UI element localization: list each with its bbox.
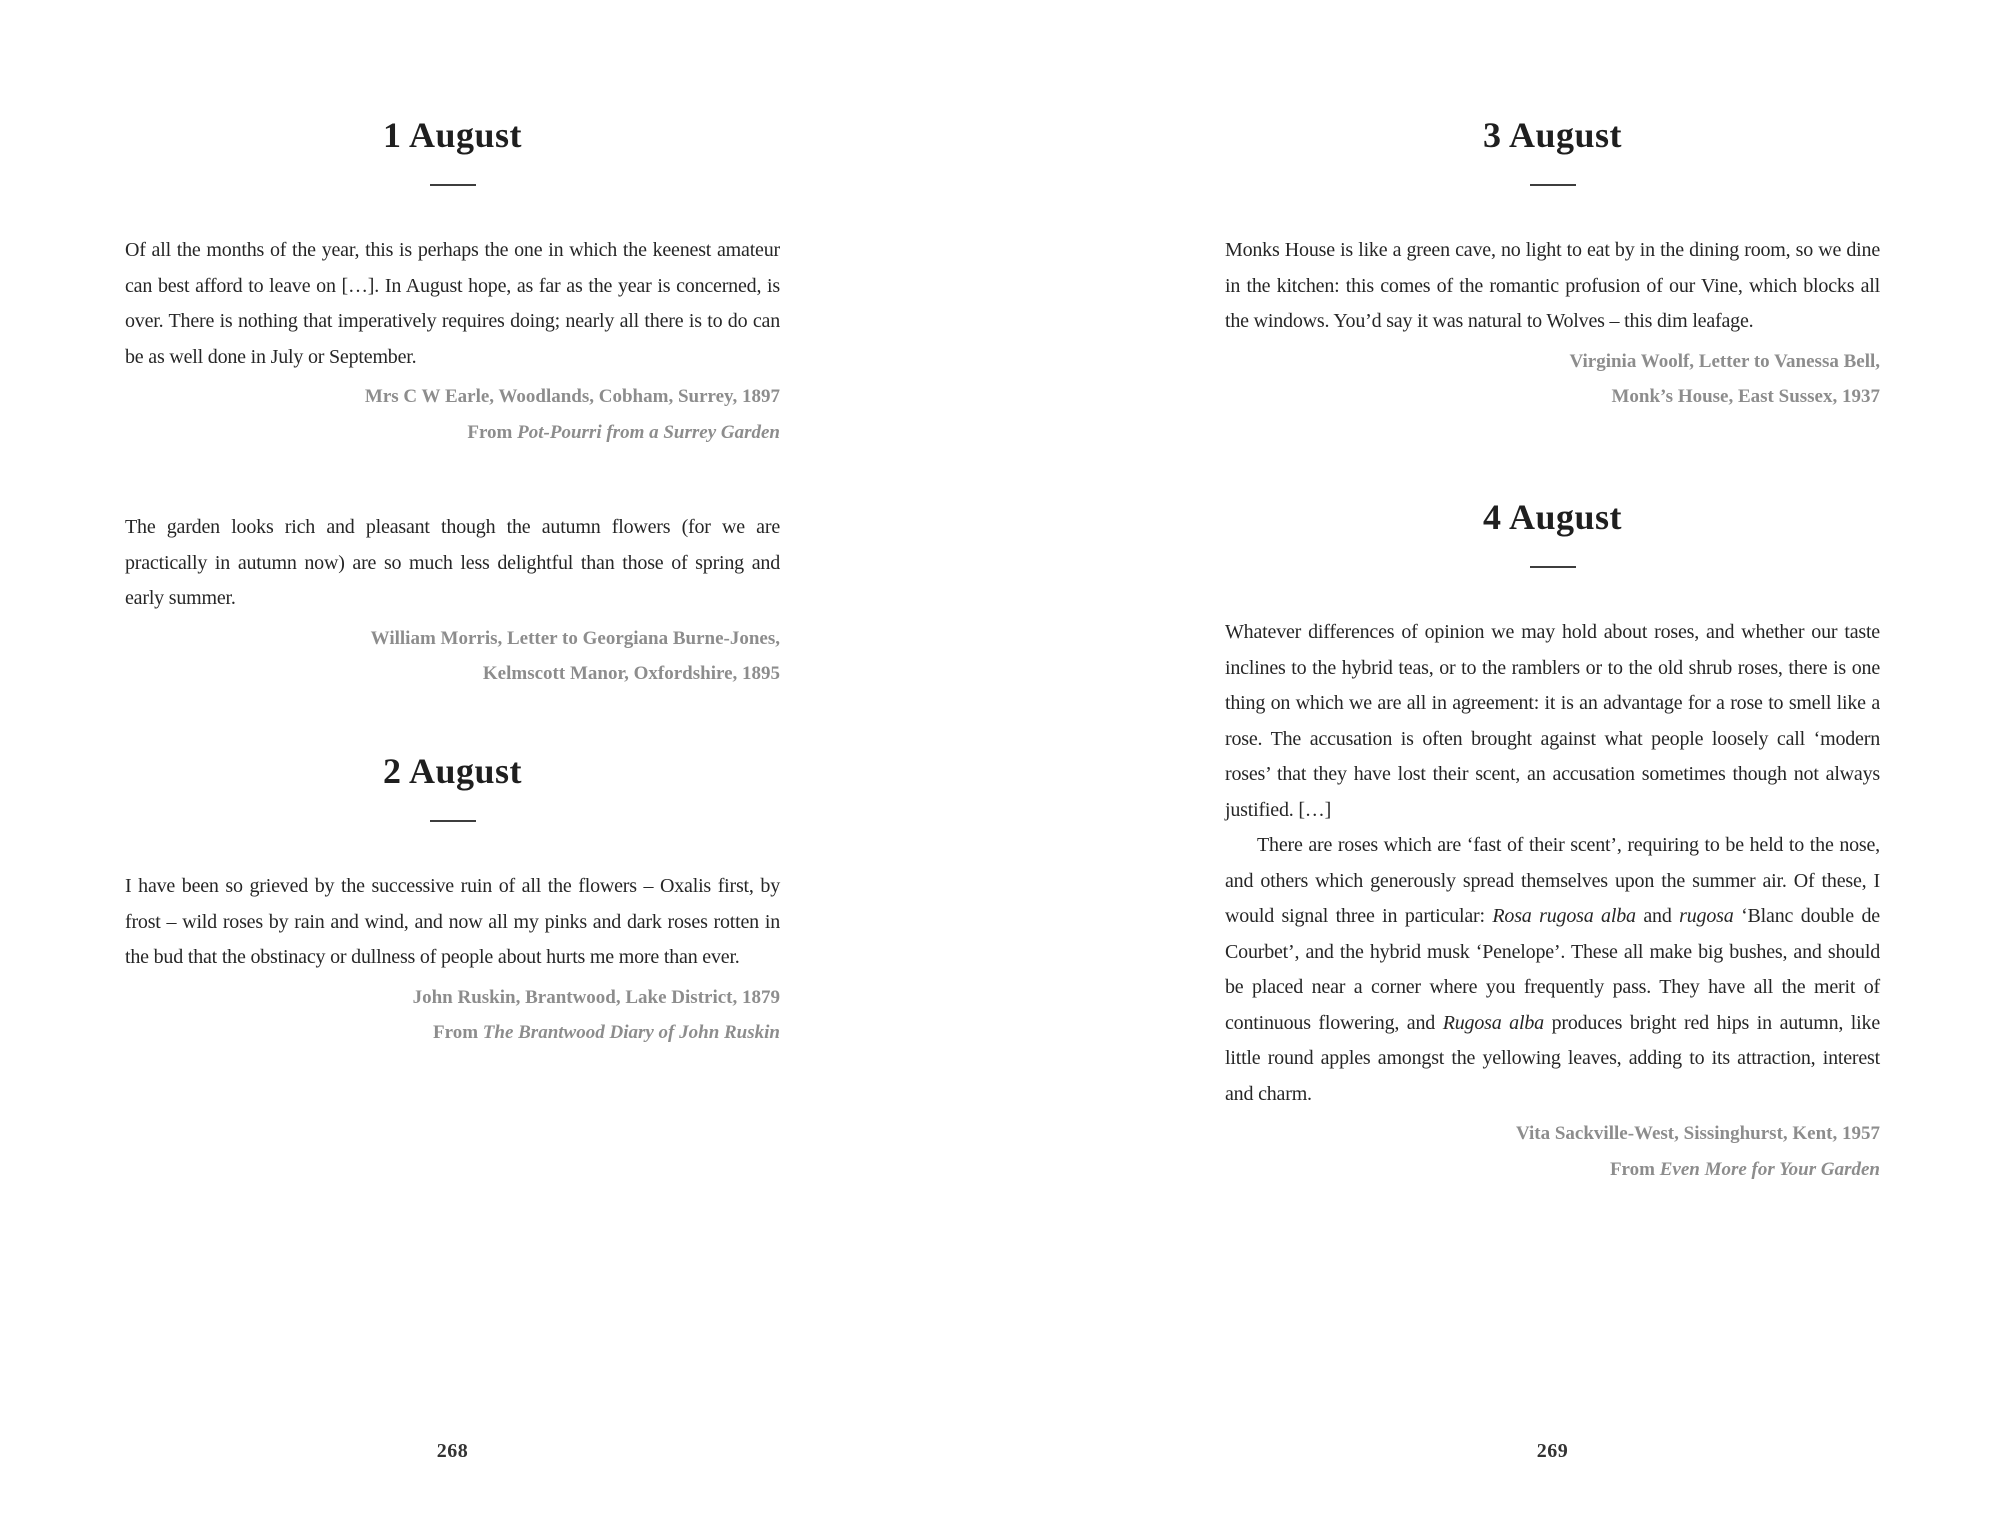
quote-attribution: [1225, 1116, 1880, 1187]
quote-segment-latin-name: Rugosa alba: [1442, 1011, 1544, 1034]
attribution-place-line: Monk’s House, East Sussex, 1937: [1611, 386, 1880, 407]
attribution-author-line: Mrs C W Earle, Woodlands, Cobham, Surrey, 1897: [364, 386, 780, 407]
attribution-source-title: The Brantwood Diary of John Ruskin: [482, 1022, 780, 1043]
heading-divider-rule: [1530, 566, 1576, 568]
quote-segment: ‘Blanc double de Courbet’, and the hybrid musk ‘Penelope’. These all make big bushes, and should be placed near a corner where you frequently pass. They have all the merit of continuous flowering, and: [1225, 905, 1880, 1034]
quote-paragraph: [1225, 828, 1880, 1112]
heading-divider-rule: [1530, 184, 1576, 186]
quote-attribution: [125, 379, 780, 450]
quote-paragraph: Monks House is like a green cave, no light to eat by in the dining room, so we dine in the kitchen: this comes of the romantic profusion of our Vine, which blocks all the windows. You’d say it was natural to Wolves – this dim leafage.: [1225, 239, 1880, 332]
attribution-source-line: [1225, 1152, 1880, 1188]
attribution-source-line: [125, 415, 780, 451]
entry-2-august: [125, 748, 780, 1051]
attribution-source-line: [125, 1015, 780, 1051]
attribution-from-label: From: [467, 421, 513, 443]
page-right: [1000, 0, 2000, 1539]
entry-heading-2-august: 2 August: [382, 751, 523, 791]
attribution-author-line: John Ruskin, Brantwood, Lake District, 1879: [412, 986, 780, 1008]
quote-attribution: [125, 621, 780, 692]
page-number-right: 269: [1536, 1440, 1569, 1462]
heading-divider-rule: [430, 184, 476, 186]
quote-paragraph: Of all the months of the year, this is perhaps the one in which the keenest amateur can best afford to leave on […]. In August hope, as far as the year is concerned, is over. There is nothing that imperatively requires doing; nearly all there is to do can be as well done in July or September.: [125, 239, 780, 368]
entry-4-august: [1225, 494, 1880, 1187]
quote-paragraph: I have been so grieved by the successive ruin of all the flowers – Oxalis first, by frost – wild roses by rain and wind, and now all my pinks and dark roses rotten in the bud that the obstinacy or dullness of people about hurts me more than ever.: [125, 875, 780, 968]
quote-paragraph: Whatever differences of opinion we may hold about roses, and whether our taste inclines to the hybrid teas, or to the ramblers or to the old shrub roses, there is one thing on which we are all in agreement: it is an advantage for a rose to smell like a rose. The accusation is often brought against what people loosely call ‘modern roses’ that they have lost their scent, an accusation sometimes though not always justified. […]: [1225, 621, 1880, 821]
quote-segment-latin-name: rugosa: [1679, 905, 1734, 927]
page-number-left: 268: [436, 1440, 469, 1462]
entry-heading-4-august: 4 August: [1482, 497, 1623, 537]
attribution-author-line: Vita Sackville-West, Sissinghurst, Kent, 1957: [1515, 1123, 1880, 1144]
attribution-place-line: Kelmscott Manor, Oxfordshire, 1895: [482, 663, 780, 684]
attribution-author-line: Virginia Woolf, Letter to Vanessa Bell,: [1569, 350, 1880, 372]
entry-3-august: [1225, 112, 1880, 415]
quote-segment-latin-name: Rosa rugosa alba: [1492, 905, 1636, 927]
attribution-source-title: Pot-Pourri from a Surrey Garden: [517, 421, 780, 443]
quote-segment: There are roses which are ‘fast of their scent’, requiring to be held to the nose, and others which generously spread themselves upon the summer air. Of these, I would signal three in particular:: [1225, 834, 1880, 927]
attribution-source-title: Even More for Your Garden: [1659, 1158, 1880, 1180]
heading-divider-rule: [430, 820, 476, 822]
entry-heading-3-august: 3 August: [1482, 115, 1623, 155]
quote-segment: and: [1635, 905, 1680, 927]
attribution-author-line: William Morris, Letter to Georgiana Burne-Jones,: [370, 627, 780, 649]
entry-1-august: [125, 112, 780, 692]
attribution-from-label: From: [1609, 1158, 1655, 1180]
quote-attribution: [125, 980, 780, 1051]
quote-segment: produces bright red hips in autumn, like little round apples amongst the yellowing leaves, adding to its attraction, interest and charm.: [1225, 1011, 1880, 1105]
entry-heading-1-august: 1 August: [382, 115, 523, 155]
quote-paragraph: The garden looks rich and pleasant though the autumn flowers (for we are practically in autumn now) are so much less delightful than those of spring and early summer.: [125, 516, 780, 609]
quote-attribution: [1225, 344, 1880, 415]
attribution-from-label: From: [433, 1022, 479, 1043]
